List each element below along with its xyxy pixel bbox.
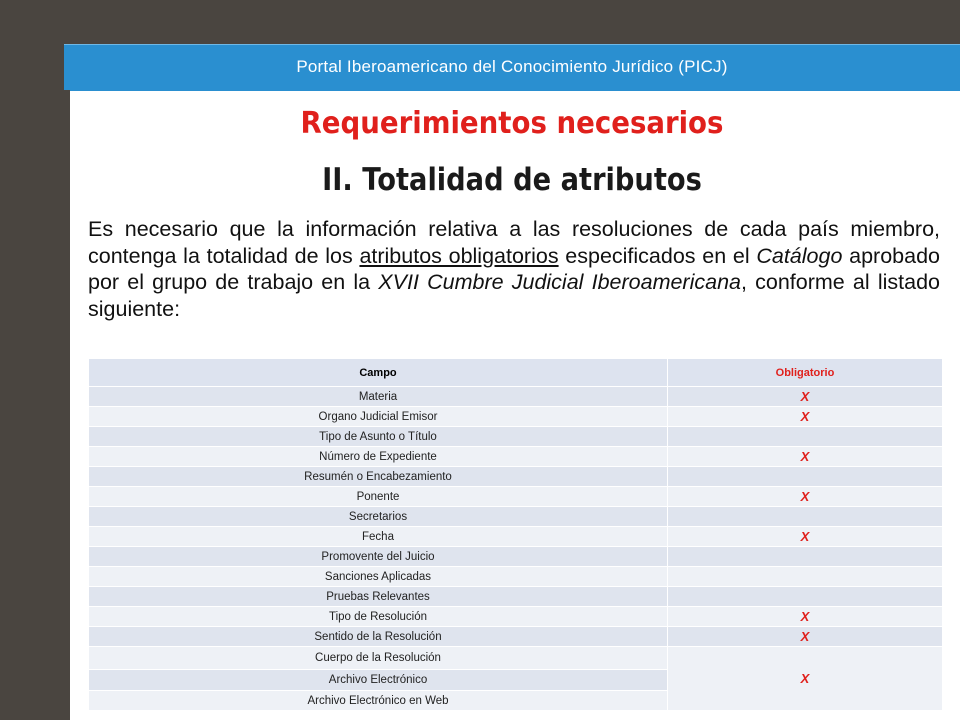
table-row bbox=[89, 467, 943, 487]
required-mark bbox=[668, 567, 943, 587]
slide bbox=[64, 44, 960, 720]
table-row bbox=[89, 447, 943, 467]
required-mark: X bbox=[668, 487, 943, 507]
table-row bbox=[89, 607, 943, 627]
body-text-3: aprobado por el grupo de trabajo en la bbox=[88, 243, 940, 294]
table-row bbox=[89, 407, 943, 427]
table-row bbox=[89, 507, 943, 527]
required-mark: X bbox=[668, 527, 943, 547]
required-mark bbox=[668, 587, 943, 607]
required-attributes-link[interactable]: atributos obligatorios bbox=[359, 243, 559, 268]
field-cell: Archivo Electrónico en Web bbox=[89, 691, 668, 711]
table-row bbox=[89, 627, 943, 647]
slide-title: Requerimientos necesarios bbox=[300, 106, 724, 141]
body-text-2: especificados en el bbox=[558, 243, 757, 268]
field-cell: Tipo de Asunto o Título bbox=[89, 427, 668, 447]
accent-bar bbox=[64, 90, 70, 720]
required-mark bbox=[668, 547, 943, 567]
field-cell: Cuerpo de la Resolución bbox=[89, 647, 668, 670]
required-mark: X bbox=[668, 607, 943, 627]
table-row bbox=[89, 527, 943, 547]
required-mark bbox=[668, 507, 943, 527]
field-cell: Ponente bbox=[89, 487, 668, 507]
field-cell: Pruebas Relevantes bbox=[89, 587, 668, 607]
left-border bbox=[0, 0, 64, 720]
field-cell: Número de Expediente bbox=[89, 447, 668, 467]
field-cell: Archivo Electrónico bbox=[89, 670, 668, 691]
required-mark: X bbox=[668, 447, 943, 467]
field-cell: Secretarios bbox=[89, 507, 668, 527]
field-cell: Promovente del Juicio bbox=[89, 547, 668, 567]
field-cell: Fecha bbox=[89, 527, 668, 547]
field-cell: Sanciones Aplicadas bbox=[89, 567, 668, 587]
required-mark: X bbox=[668, 627, 943, 647]
required-mark: X bbox=[668, 387, 943, 407]
table-header-row bbox=[89, 359, 943, 387]
field-cell: Organo Judicial Emisor bbox=[89, 407, 668, 427]
field-cell: Resumén o Encabezamiento bbox=[89, 467, 668, 487]
header-required: Obligatorio bbox=[668, 359, 943, 387]
body-text-4: , conforme al listado siguiente: bbox=[88, 270, 940, 321]
body-paragraph bbox=[88, 216, 940, 322]
summit-italic: XVII Cumbre Judicial Iberoamericana bbox=[378, 270, 741, 294]
table-row bbox=[89, 647, 943, 670]
required-mark bbox=[668, 427, 943, 447]
header-banner bbox=[64, 44, 960, 91]
field-cell: Materia bbox=[89, 387, 668, 407]
banner-title: Portal Iberoamericano del Conocimiento Jurídico (PICJ) bbox=[296, 57, 728, 76]
table-row bbox=[89, 587, 943, 607]
catalog-italic: Catálogo bbox=[756, 243, 843, 268]
table-row bbox=[89, 487, 943, 507]
required-mark bbox=[668, 467, 943, 487]
top-border bbox=[0, 0, 960, 46]
body-text-1: Es necesario que la información relativa a las resoluciones de cada país miembro, contenga la totalidad de los bbox=[88, 217, 940, 268]
table-row bbox=[89, 547, 943, 567]
attributes-table bbox=[88, 358, 943, 711]
table-row bbox=[89, 427, 943, 447]
table-row bbox=[89, 387, 943, 407]
header-field: Campo bbox=[89, 359, 668, 387]
table-row bbox=[89, 567, 943, 587]
attributes-table-wrapper bbox=[88, 358, 942, 711]
field-cell: Sentido de la Resolución bbox=[89, 627, 668, 647]
slide-subtitle: II. Totalidad de atributos bbox=[322, 162, 702, 198]
field-cell: Tipo de Resolución bbox=[89, 607, 668, 627]
required-mark: X bbox=[668, 407, 943, 427]
required-mark: X bbox=[668, 647, 943, 711]
